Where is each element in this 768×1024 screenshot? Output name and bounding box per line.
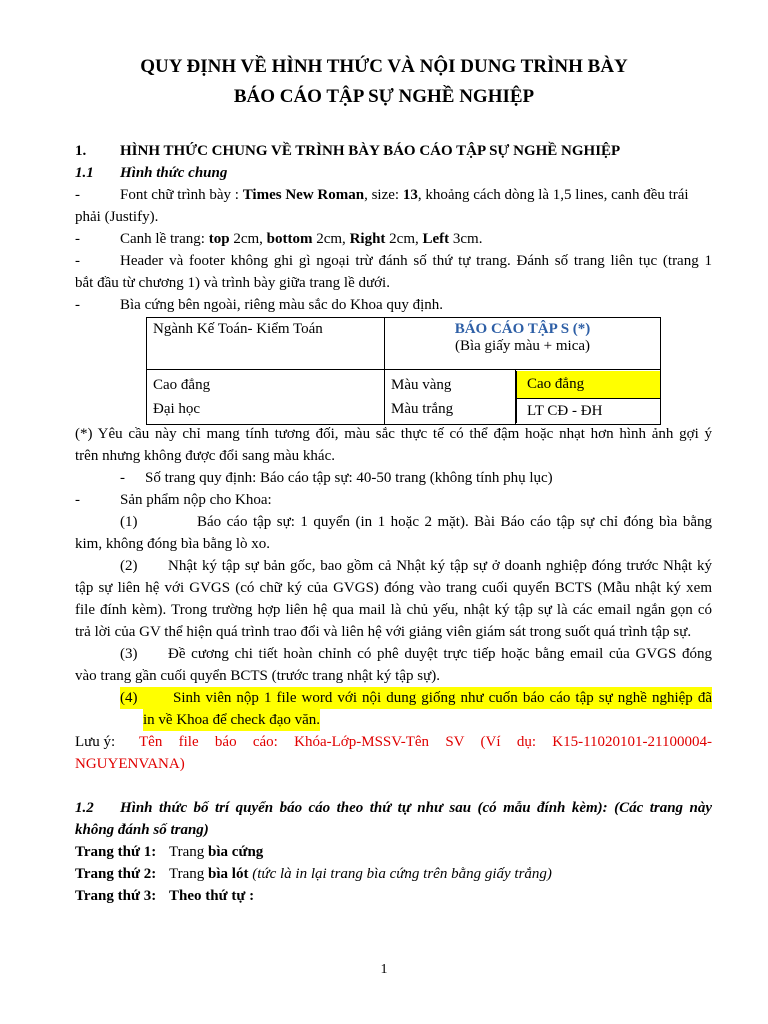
rule-products	[75, 489, 712, 511]
bullet: -	[120, 470, 125, 486]
text: Right	[349, 231, 386, 247]
text: 2cm,	[385, 231, 423, 247]
text: Màu trắng	[391, 401, 454, 417]
text: Header và footer không ghi gì ngoại trừ đánh số thứ tự trang. Đánh số trang liên tục (trang 1	[120, 253, 712, 269]
text: Sản phẩm nộp cho Khoa:	[120, 492, 272, 508]
text: Cao đẳng	[153, 377, 211, 393]
doc-title-line1: QUY ĐỊNH VỀ HÌNH THỨC VÀ NỘI DUNG TRÌNH BÀY	[140, 56, 628, 77]
item-number: (2)	[120, 558, 138, 574]
note-line1: (*) Yêu cầu này chỉ mang tính tương đối, màu sắc thực tế có thể đậm hoặc nhạt hơn hình ảnh gợi ý	[75, 426, 712, 442]
text: LT CĐ - ĐH	[516, 399, 660, 423]
subsection12-number: 1.2	[75, 800, 94, 816]
bullet: -	[75, 231, 80, 247]
text: 2cm,	[312, 231, 350, 247]
text: Đề cương chi tiết hoàn chỉnh có phê duyệt trực tiếp hoặc bằng email của GVGS đóng	[168, 646, 712, 662]
note-filename	[75, 731, 712, 753]
text: bìa lót	[208, 866, 249, 882]
text: Font chữ trình bày :	[120, 187, 243, 203]
rule-cover	[75, 294, 712, 316]
page-order-label: Trang thứ 2:	[75, 866, 157, 882]
item1-cont: kim, không đóng bìa bằng lò xo.	[75, 536, 270, 552]
subsection11-title: Hình thức chung	[120, 165, 228, 181]
item3-cont: vào trang gần cuối quyển BCTS (trước trang nhật ký tập sự).	[75, 668, 440, 684]
item-number: (1)	[120, 514, 138, 530]
page-order-2	[75, 863, 712, 885]
item2-line3: file đính kèm). Trong trường hợp liên hệ qua mail là chủ yếu, nhật ký tập sự là các email ngắn gọn có	[75, 602, 712, 618]
rule-font	[75, 184, 712, 206]
item2-line2: tập sự liên hệ với GVGS (có chữ ký của GVGS) đóng vào trang cuối quyển BCTS (Mẫu nhật ký xem	[75, 580, 712, 596]
text: Báo cáo tập sự: 1 quyển (in 1 hoặc 2 mặt). Bài Báo cáo tập sự chỉ đóng bìa bằng	[197, 514, 712, 530]
text: Left	[422, 231, 450, 247]
page-order-3	[75, 885, 712, 907]
doc-title-line2: BÁO CÁO TẬP SỰ NGHỀ NGHIỆP	[233, 86, 535, 107]
note-filename-cont: NGUYENVANA)	[75, 756, 185, 772]
text: Ngành Kế Toán- Kiểm Toán	[153, 321, 323, 337]
page-number: 1	[380, 962, 388, 977]
text: 2cm,	[229, 231, 267, 247]
text: Màu vàng	[391, 377, 452, 393]
item-number: (4)	[120, 687, 145, 709]
subsection12-heading-cont: không đánh số trang)	[75, 822, 209, 838]
bullet: -	[75, 187, 80, 203]
filename-example: Tên file báo cáo: Khóa-Lớp-MSSV-Tên SV (Ví dụ: K15-11020101-21100004-	[139, 734, 712, 750]
note-line2: trên nhưng không được đổi sang màu khác.	[75, 448, 335, 464]
subsection11-number: 1.1	[75, 165, 94, 181]
page-order-label: Trang thứ 3:	[75, 888, 157, 904]
highlighted-text: in về Khoa để check đạo văn.	[143, 709, 320, 731]
text: Theo thứ tự :	[169, 888, 255, 904]
table-cell	[147, 318, 385, 370]
cover-color-table	[146, 317, 661, 425]
table-cell	[385, 370, 516, 425]
text: Trang	[169, 844, 209, 860]
rule-header-footer	[75, 250, 712, 272]
text: 3cm.	[449, 231, 483, 247]
text: (tức là in lại trang bìa cứng trên bằng giấy trắng)	[252, 866, 552, 882]
table-cover-title: BÁO CÁO TẬP S (*)	[454, 321, 591, 337]
text: 13	[402, 187, 418, 203]
text: bìa cứng	[208, 844, 264, 860]
note-label: Lưu ý:	[75, 734, 116, 750]
bullet: -	[75, 253, 80, 269]
page-order-1	[75, 841, 712, 863]
bullet: -	[75, 297, 80, 313]
table-cell	[385, 318, 661, 370]
section1-number: 1.	[75, 143, 87, 159]
item2-line4: trả lời của GV thể hiện quá trình trao đổi và liên hệ với giảng viên giám sát trong suốt quá trình tập sự.	[75, 624, 692, 640]
item-number: (3)	[120, 646, 138, 662]
table-cell	[147, 370, 385, 425]
yellow-cell: Cao đẳng	[516, 371, 660, 399]
highlighted-text: Sinh viên nộp 1 file word với nội dung giống như cuốn báo cáo tập sự nghề nghiệp đã	[145, 687, 712, 709]
text: Bìa cứng bên ngoài, riêng màu sắc do Khoa quy định.	[120, 297, 444, 313]
text: Số trang quy định: Báo cáo tập sự: 40-50 trang (không tính phụ lục)	[145, 470, 553, 486]
text: Trang	[169, 866, 209, 882]
rule-header-footer-cont: bắt đầu từ chương 1) và trình bày giữa trang lề dưới.	[75, 275, 390, 291]
text: Nhật ký tập sự bản gốc, bao gồm cả Nhật ký tập sự ở doanh nghiệp đóng trước Nhật ký	[168, 558, 712, 574]
text: Canh lề trang:	[120, 231, 209, 247]
subsection12-title: Hình thức bố trí quyển báo cáo theo thứ tự như sau (có mẫu đính kèm): (Các trang này	[120, 800, 712, 816]
page-order-label: Trang thứ 1:	[75, 844, 157, 860]
text: , khoảng cách dòng là 1,5 lines, canh đều trái	[417, 187, 689, 203]
text: Times New Roman	[242, 187, 365, 203]
rule-font-cont: phải (Justify).	[75, 209, 159, 225]
table-cell	[516, 370, 661, 425]
section1-title: HÌNH THỨC CHUNG VỀ TRÌNH BÀY BÁO CÁO TẬP SỰ NGHỀ NGHIỆP	[120, 143, 621, 159]
text: (Bìa giấy màu + mica)	[454, 338, 591, 354]
subsection11-heading	[75, 162, 712, 184]
rule-margins	[75, 228, 712, 250]
text: top	[208, 231, 230, 247]
text: , size:	[364, 187, 403, 203]
subsection12-heading	[75, 797, 712, 819]
text: bottom	[266, 231, 313, 247]
text: Đại học	[153, 401, 201, 417]
bullet: -	[75, 492, 80, 508]
section1-heading	[75, 140, 712, 162]
